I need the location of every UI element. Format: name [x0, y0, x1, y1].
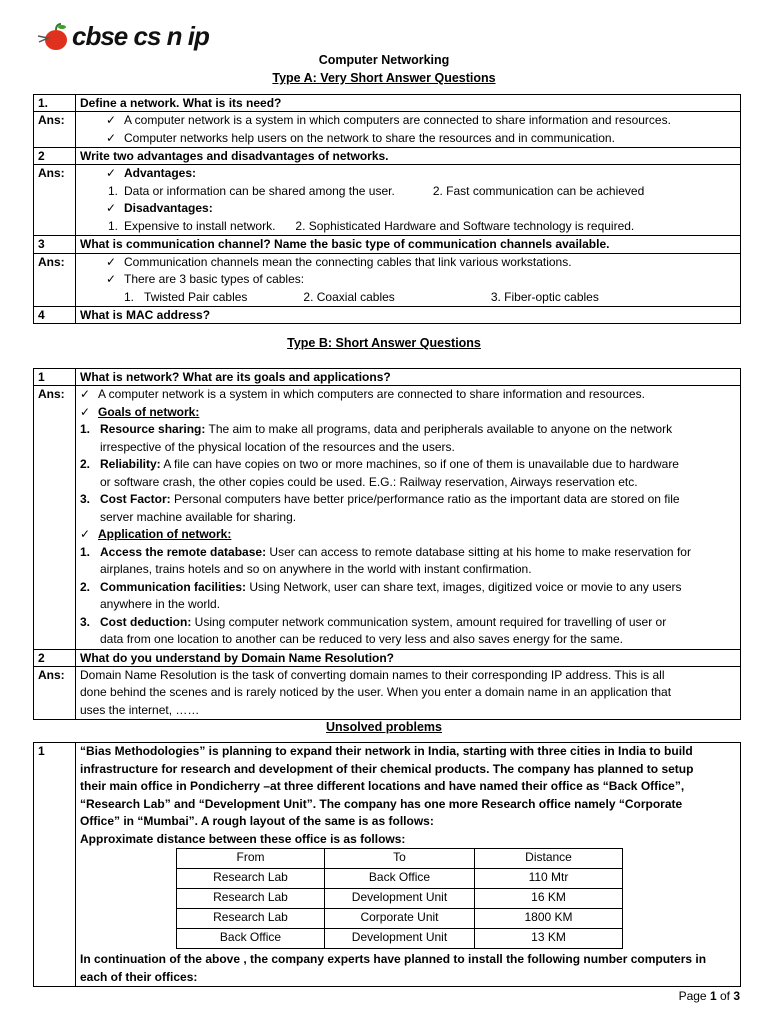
check-icon: ✓: [105, 166, 116, 181]
list-number: 3.: [80, 614, 91, 629]
list-number: 2.: [80, 579, 91, 594]
section-b-heading: Type B: Short Answer Questions: [287, 336, 481, 350]
page-label: Page: [678, 989, 710, 1003]
answer-cell: [76, 666, 741, 720]
answer-label: Ans:: [34, 386, 76, 650]
answer-label: Ans:: [34, 666, 76, 720]
check-icon: ✓: [80, 527, 91, 542]
table-header-row: [177, 849, 623, 869]
answer-text: The aim to make all programs, data and peripherals available to anyone on the network: [205, 422, 673, 437]
answer-cell: [76, 386, 741, 650]
type-b-table: [33, 368, 741, 720]
table-row: [34, 148, 741, 165]
list-number: 1.: [80, 422, 91, 437]
table-cell: Research Lab: [177, 909, 325, 929]
page-current: 1: [709, 989, 717, 1003]
item-heading: Cost deduction:: [100, 614, 192, 629]
item-heading: Access the remote database:: [100, 544, 267, 559]
list-number: 2.: [80, 457, 91, 472]
answer-text: or software crash, the other copies could be used. E.G.: Railway reservation, Airways reservation etc.: [100, 474, 638, 489]
question-number: 3: [34, 236, 76, 253]
problem-text: In continuation of the above , the company experts have planned to install the following number computers in: [80, 952, 707, 966]
question-number: 1: [34, 369, 76, 386]
problem-text: Office” in “Mumbai”. A rough layout of the same is as follows:: [80, 814, 434, 828]
table-cell: Research Lab: [177, 889, 325, 909]
answer-cell: [76, 165, 741, 236]
table-cell: 13 KM: [475, 929, 623, 949]
answer-text: There are 3 basic types of cables:: [124, 272, 305, 287]
problem-text: each of their offices:: [80, 969, 198, 984]
section-c-heading: Unsolved problems: [326, 720, 442, 734]
answer-text: anywhere in the world.: [100, 597, 221, 612]
question-text: What is network? What are its goals and applications?: [76, 369, 741, 386]
item-heading: Reliability:: [100, 457, 161, 472]
section-a-heading: Type A: Very Short Answer Questions: [272, 71, 496, 85]
distance-table: [176, 848, 623, 949]
answer-text: 2. Fast communication can be achieved: [432, 183, 645, 198]
doc-title: Computer Networking: [318, 53, 450, 67]
question-number: 1.: [34, 95, 76, 112]
table-row: [34, 253, 741, 307]
table-row: [177, 909, 623, 929]
answer-text: irrespective of the physical location of the resources and the users.: [100, 439, 455, 454]
answer-text: 2. Coaxial cables: [303, 289, 395, 304]
table-cell: Back Office: [177, 929, 325, 949]
table-cell: Corporate Unit: [325, 909, 475, 929]
answer-text: Using computer network communication system, amount required for travelling of user or: [191, 614, 667, 629]
table-cell: 16 KM: [475, 889, 623, 909]
table-row: [34, 165, 741, 236]
table-row: [34, 307, 741, 324]
answer-label: Ans:: [34, 253, 76, 307]
problem-text: their main office in Pondicherry –at three different locations and have named their office as “Back Office”,: [80, 779, 685, 793]
answer-cell: [76, 253, 741, 307]
table-cell: 110 Mtr: [475, 869, 623, 889]
table-cell: 1800 KM: [475, 909, 623, 929]
question-number: 2: [34, 649, 76, 666]
list-number: 1.: [124, 289, 135, 304]
answer-text: A computer network is a system in which computers are connected to share information and resources.: [98, 387, 645, 402]
answer-text: 3. Fiber-optic cables: [490, 289, 599, 304]
answer-text: Data or information can be shared among the user.: [124, 183, 395, 198]
column-header: To: [325, 849, 475, 869]
page-of: of: [716, 989, 734, 1003]
answer-text: server machine available for sharing.: [100, 509, 297, 524]
problem-cell: [76, 743, 741, 987]
check-icon: ✓: [105, 272, 116, 287]
answer-label: Ans:: [34, 112, 76, 148]
applications-heading: Application of network:: [98, 527, 232, 542]
table-row: [34, 95, 741, 112]
list-number: 1.: [107, 183, 118, 198]
list-number: 1.: [80, 544, 91, 559]
item-heading: Communication facilities:: [100, 579, 247, 594]
question-number: 2: [34, 148, 76, 165]
table-row: [34, 236, 741, 253]
question-text: Write two advantages and disadvantages of networks.: [76, 148, 741, 165]
answer-text: Twisted Pair cables: [144, 289, 248, 304]
column-header: Distance: [475, 849, 623, 869]
answer-text: Personal computers have better price/performance ratio as the important data are stored on file: [170, 492, 680, 507]
check-icon: ✓: [80, 387, 91, 402]
question-text: Define a network. What is its need?: [76, 95, 741, 112]
answer-text: Computer networks help users on the network to share the resources and in communication.: [124, 130, 615, 145]
page-footer: [679, 988, 740, 1004]
answer-text: User can access to remote database sitting at his home to make reservation for: [266, 544, 691, 559]
advantages-heading: Advantages:: [124, 166, 197, 181]
table-row: [34, 386, 741, 650]
problem-text: Approximate distance between these office is as follows:: [80, 831, 406, 846]
logo-apple-icon: [36, 22, 70, 52]
check-icon: ✓: [105, 130, 116, 145]
unsolved-table: [33, 742, 741, 987]
table-cell: Back Office: [325, 869, 475, 889]
answer-text: Communication channels mean the connecting cables that link various workstations.: [124, 254, 572, 269]
list-number: 1.: [107, 218, 118, 233]
item-heading: Cost Factor:: [100, 492, 171, 507]
table-cell: Development Unit: [325, 929, 475, 949]
table-row: [34, 112, 741, 148]
answer-text: airplanes, trains hotels and so on anywhere in the world with instant confirmation.: [100, 562, 532, 577]
answer-text: data from one location to another can be reduced to very less and also saves energy for the same.: [100, 632, 623, 647]
answer-label: Ans:: [34, 165, 76, 236]
answer-text: A file can have copies on two or more machines, so if one of them is unavailable due to hardware: [160, 457, 679, 472]
answer-text: Using Network, user can share text, images, digitized voice or movie to any users: [246, 579, 682, 594]
answer-text: Domain Name Resolution is the task of converting domain names to their corresponding IP address. This is all: [80, 667, 665, 682]
check-icon: ✓: [80, 404, 91, 419]
question-text: What is communication channel? Name the basic type of communication channels available.: [76, 236, 741, 253]
question-text: What is MAC address?: [76, 307, 741, 324]
page-total: 3: [733, 989, 740, 1003]
table-row: [34, 666, 741, 720]
answer-text: A computer network is a system in which computers are connected to share information and resources.: [124, 113, 671, 128]
logo-text: cbse cs n ip: [72, 21, 209, 52]
problem-text: infrastructure for research and development of their chemical products. The company has planned to setup: [80, 761, 694, 776]
table-cell: Research Lab: [177, 869, 325, 889]
problem-text: “Research Lab” and “Development Unit”. The company has one more Research office namely “Corporate: [80, 796, 683, 811]
logo: [36, 20, 209, 54]
question-number: 1: [34, 743, 76, 987]
type-a-table: [33, 94, 741, 324]
table-row: [34, 743, 741, 987]
check-icon: ✓: [105, 113, 116, 128]
item-heading: Resource sharing:: [100, 422, 206, 437]
disadvantages-heading: Disadvantages:: [124, 201, 213, 216]
table-row: [177, 869, 623, 889]
answer-text: 2. Sophisticated Hardware and Software technology is required.: [295, 218, 635, 233]
check-icon: ✓: [105, 201, 116, 216]
answer-text: uses the internet, ……: [80, 702, 200, 717]
table-row: [34, 649, 741, 666]
table-row: [34, 369, 741, 386]
check-icon: ✓: [105, 254, 116, 269]
table-row: [177, 929, 623, 949]
list-number: 3.: [80, 492, 91, 507]
question-text: What do you understand by Domain Name Resolution?: [76, 649, 741, 666]
table-cell: Development Unit: [325, 889, 475, 909]
answer-text: Expensive to install network.: [124, 218, 276, 233]
problem-text: “Bias Methodologies” is planning to expand their network in India, starting with three cities in India to build: [80, 744, 693, 758]
goals-heading: Goals of network:: [98, 404, 200, 419]
column-header: From: [177, 849, 325, 869]
answer-text: done behind the scenes and is rarely noticed by the user. When you enter a domain name in an application that: [80, 685, 672, 700]
question-number: 4: [34, 307, 76, 324]
table-row: [177, 889, 623, 909]
answer-cell: [76, 112, 741, 148]
